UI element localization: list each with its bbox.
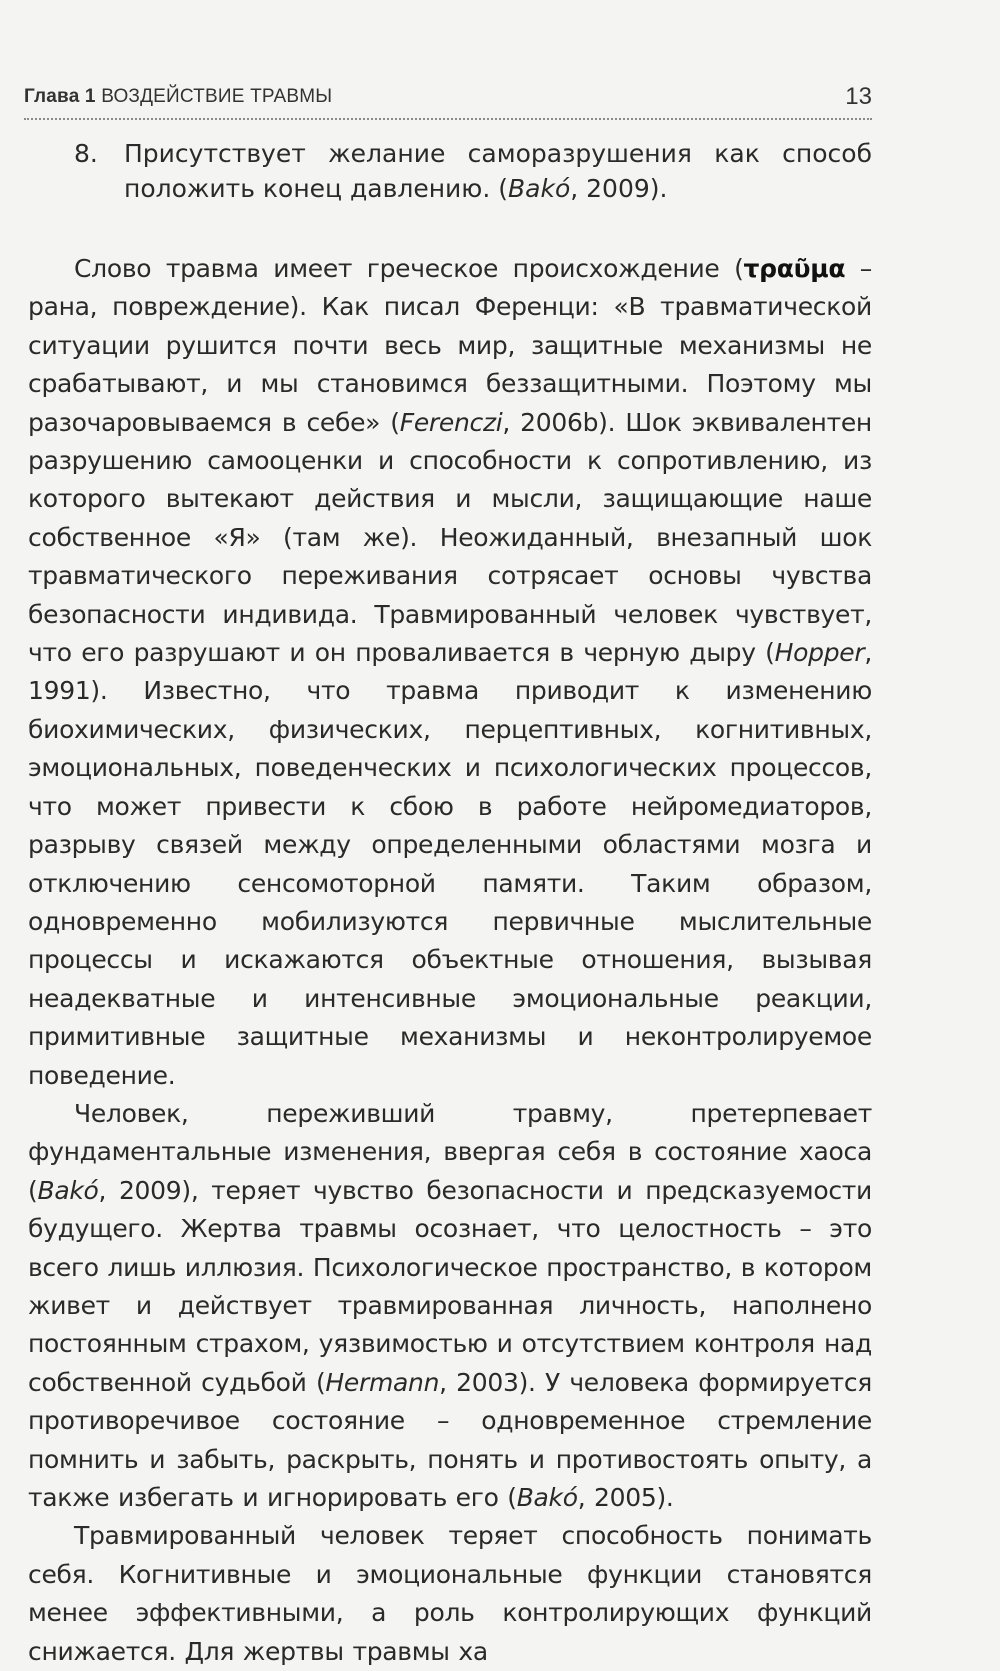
chapter-title: ВОЗДЕЙСТВИЕ ТРАВМЫ [101, 86, 333, 107]
citation-author: Bakó [37, 1175, 99, 1205]
chapter-heading [24, 86, 332, 108]
text-run: Человек, переживший травму, претерпевает фундаментальные изменения, ввергая себя в состояние хаоса ( [28, 1098, 872, 1205]
list-item-text [124, 136, 872, 206]
text-run: Слово травма имеет греческое происхождение ( [74, 254, 744, 283]
greek-term: τραῦμα [743, 254, 846, 283]
citation-author: Bakó [516, 1483, 578, 1512]
citation-author: Bakó [508, 174, 571, 203]
paragraph [28, 250, 872, 1095]
citation-author: Hermann [325, 1367, 440, 1397]
list-text-after: , 2009). [570, 174, 668, 203]
paragraph [28, 1095, 872, 1517]
running-header [24, 84, 872, 120]
text-run: Травмированный человек теряет способность понимать себя. Когнитивные и эмоциональные функции становятся менее эффективными, а роль контролирующих функций снижается. Для жертвы травмы ха [28, 1521, 872, 1666]
list-text-before: Присутствует желание саморазрушения как способ положить конец давлению. ( [124, 139, 872, 203]
text-run: , 1991). Известно, что травма приводит к изменению биохимических, физических, перцептивных, когнитивных, эмоциональных, поведенческих и психологических процессов, что может привести к сбою в работе нейромедиаторов, разрыву связей между определенными областями мозга и отключению сенсомоторной памяти. Таким образом, одновременно мобилизуются первичные мыслительные процессы и искажаются объектные отношения, вызывая неадекватные и интенсивные эмоциональные реакции, примитивные защитные механизмы и неконтролируемое поведение. [28, 638, 872, 1090]
text-run: , 2003). У человека формируется противоречивое состояние – одновременное стремление помнить и забыть, раскрыть, понять и противостоять опыту, а также избегать и игнорировать его ( [28, 1367, 873, 1512]
body-text [28, 250, 872, 1671]
list-item-number: 8. [74, 139, 98, 168]
citation-author: Ferenczi [399, 407, 503, 437]
citation-author: Hopper [774, 638, 865, 668]
chapter-label: Глава 1 [24, 86, 96, 107]
page-number: 13 [845, 83, 872, 110]
paragraph [28, 1517, 872, 1671]
numbered-list-item [74, 136, 872, 206]
text-run: – рана, повреждение). Как писал Ференци: «В травматической ситуации рушится почти весь мир, защитные механизмы не срабатывают, и мы становимся беззащитными. Поэтому мы разочаровываемся в себе» ( [28, 254, 872, 437]
text-run: , 2009), теряет чувство безопасности и предсказуемости будущего. Жертва травмы осознает, что целостность – это всего лишь иллюзия. Психологическое пространство, в котором живет и действует травмированная личность, наполнено постоянным страхом, уязвимостью и отсутствием контроля над собственной судьбой ( [28, 1175, 872, 1397]
text-run: , 2006b). Шок эквивалентен разрушению самооценки и способности к сопротивлению, из которого вытекают действия и мысли, защищающие наше собственное «Я» (там же). Неожиданный, внезапный шок травматического переживания сотрясает основы чувства безопасности индивида. Травмированный человек чувствует, что его разрушают и он проваливается в черную дыру ( [28, 407, 872, 668]
text-run: , 2005). [577, 1483, 674, 1512]
